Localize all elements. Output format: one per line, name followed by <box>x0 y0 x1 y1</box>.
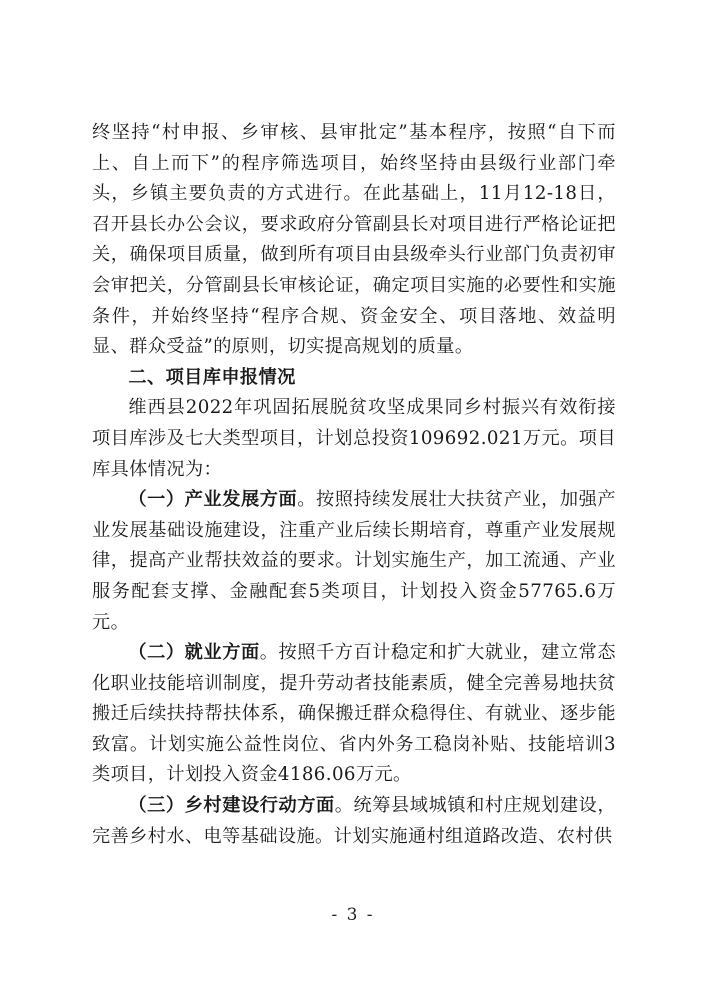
rural-construction-paragraph <box>92 791 616 852</box>
industry-development-paragraph <box>92 485 616 638</box>
rural-construction-label: （三）乡村建设行动方面 <box>128 795 335 817</box>
industry-development-label: （一）产业发展方面 <box>128 489 298 511</box>
paragraph-continuation: 终坚持“村申报、乡审核、县审批定”基本程序，按照“自下而上、自上而下”的程序筛选项目，始终坚持由县级行业部门牵头，乡镇主要负责的方式进行。在此基础上，11月12-18日，召开县长办公会议，要求政府分管副县长对项目进行严格论证把关，确保项目质量，做到所有项目由县级牵头行业部门负责初审会审把关，分管副县长审核论证，确定项目实施的必要性和实施条件，并始终坚持“程序合规、资金安全、项目落地、效益明显、群众受益”的原则，切实提高规划的质量。 <box>92 122 616 358</box>
section-heading: 二、项目库申报情况 <box>128 366 296 388</box>
page-number: - 3 - <box>331 905 375 925</box>
document-body <box>92 118 616 852</box>
rural-construction-text: 。统筹县域城镇和村庄规划建设，完善乡村水、电等基础设施。计划实施通村组道路改造、农村供 <box>92 795 616 847</box>
employment-text: 。按照千方百计稳定和扩大就业，建立常态化职业技能培训制度，提升劳动者技能素质，健全完善易地扶贫搬迁后续扶持帮扶体系，确保搬迁群众稳得住、有就业、逐步能致富。计划实施公益性岗位、省内外务工稳岗补贴、技能培训3类项目，计划投入资金4186.06万元。 <box>92 642 616 786</box>
employment-paragraph <box>92 638 616 791</box>
employment-label: （二）就业方面 <box>128 642 260 664</box>
industry-development-text: 。按照持续发展壮大扶贫产业，加强产业发展基础设施建设，注重产业后续长期培育，尊重产业发展规律，提高产业帮扶效益的要求。计划实施生产，加工流通、产业服务配套支撑、金融配套5类项目，计划投入资金57765.6万元。 <box>92 489 616 633</box>
project-overview-paragraph: 维西县2022年巩固拓展脱贫攻坚成果同乡村振兴有效衔接项目库涉及七大类型项目，计划总投资109692.021万元。项目库具体情况为： <box>92 397 616 480</box>
